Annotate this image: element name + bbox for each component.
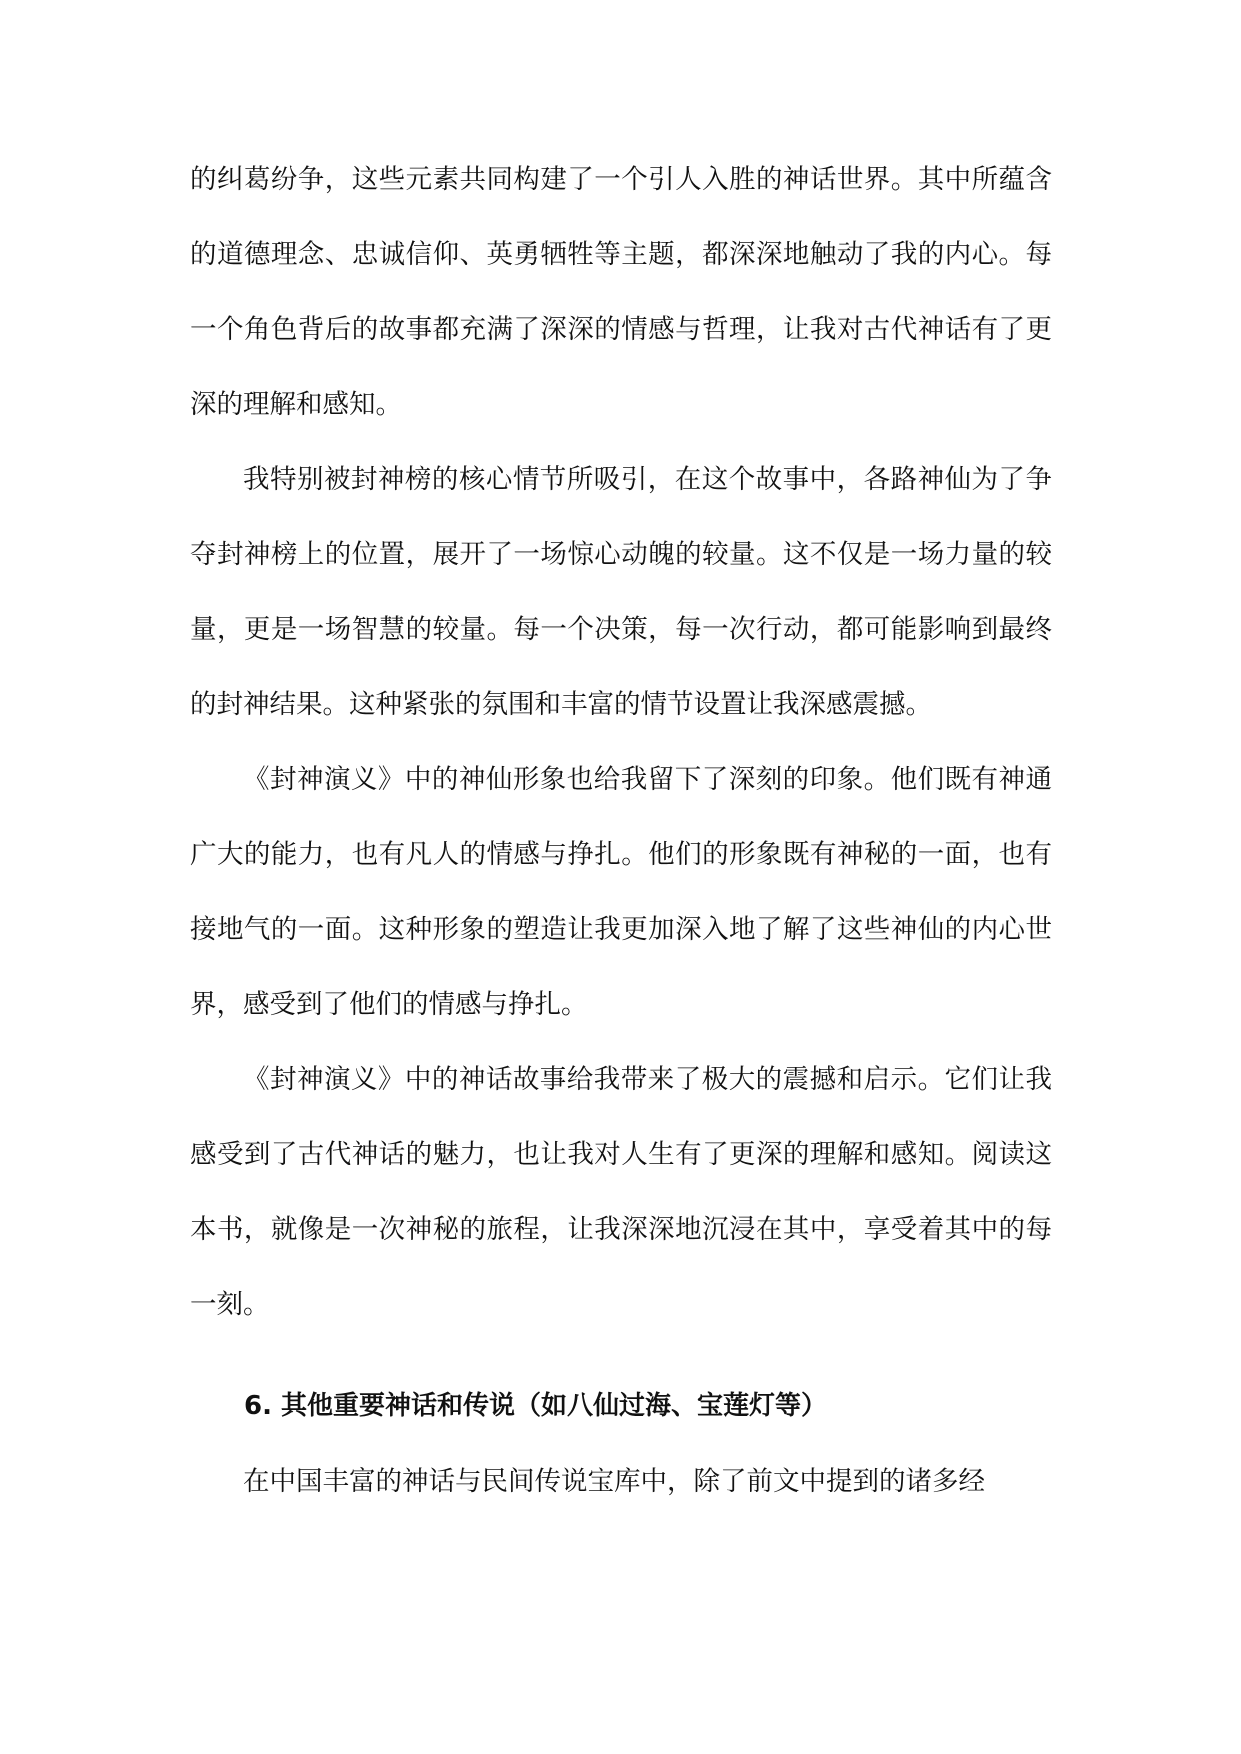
paragraph-inspiration: 《封神演义》中的神话故事给我带来了极大的震撼和启示。它们让我感受到了古代神话的魅力，也让我对人生有了更深的理解和感知。阅读这本书，就像是一次神秘的旅程，让我深深地沉浸在其中，享受着其中的每一刻。 — [190, 1064, 1052, 1320]
paragraph-fengshen-plot: 我特别被封神榜的核心情节所吸引，在这个故事中，各路神仙为了争夺封神榜上的位置，展开了一场惊心动魄的较量。这不仅是一场力量的较量，更是一场智慧的较量。每一个决策，每一次行动，都可能影响到最终的封神结果。这种紧张的氛围和丰富的情节设置让我深感震撼。 — [190, 464, 1052, 720]
paragraph-other-myths: 在中国丰富的神话与民间传说宝库中，除了前文中提到的诸多经 — [243, 1466, 985, 1497]
document-body — [190, 142, 1052, 1519]
paragraph-continuation: 的纠葛纷争，这些元素共同构建了一个引人入胜的神话世界。其中所蕴含的道德理念、忠诚信仰、英勇牺牲等主题，都深深地触动了我的内心。每一个角色背后的故事都充满了深深的情感与哲理，让我对古代神话有了更深的理解和感知。 — [190, 164, 1052, 420]
section-heading: 6. 其他重要神话和传说（如八仙过海、宝莲灯等） — [244, 1391, 828, 1421]
paragraph-deity-images: 《封神演义》中的神仙形象也给我留下了深刻的印象。他们既有神通广大的能力，也有凡人的情感与挣扎。他们的形象既有神秘的一面，也有接地气的一面。这种形象的塑造让我更加深入地了解了这些神仙的内心世界，感受到了他们的情感与挣扎。 — [190, 764, 1052, 1020]
